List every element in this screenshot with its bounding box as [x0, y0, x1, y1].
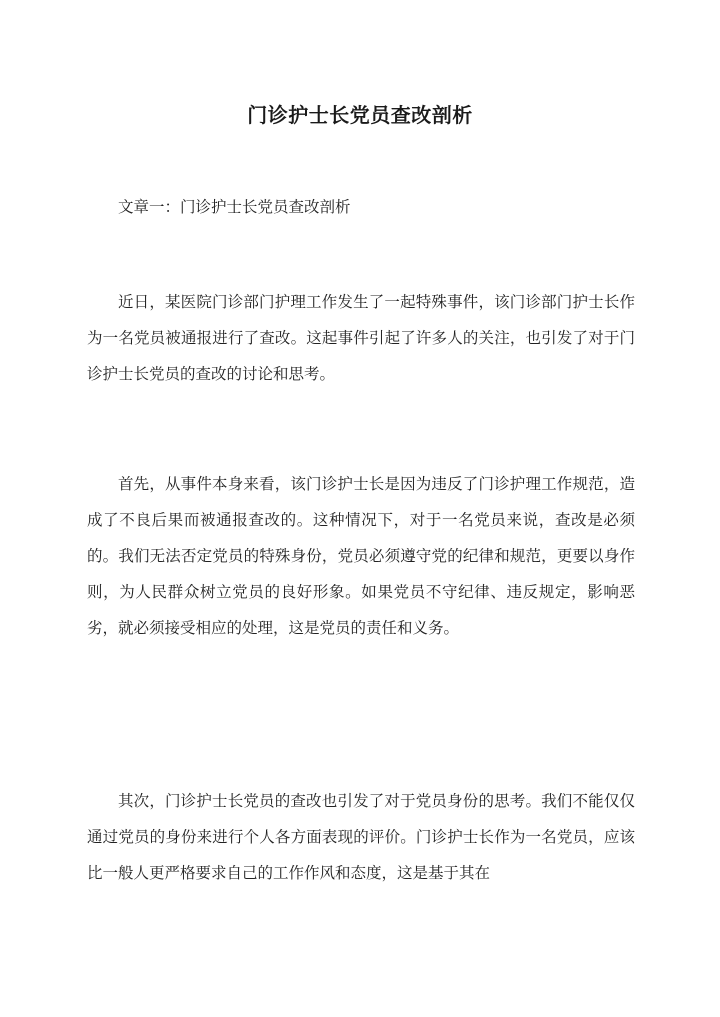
paragraph-3: 其次，门诊护士长党员的查改也引发了对于党员身份的思考。我们不能仅仅通过党员的身份来进行个人各方面表现的评价。门诊护士长作为一名党员，应该比一般人更严格要求自己的工作作风和态度，这是基于其在: [87, 792, 635, 882]
article-subtitle: 文章一：门诊护士长党员查改剖析: [118, 198, 351, 216]
document-title: 门诊护士长党员查改剖析: [247, 103, 473, 128]
paragraph-1: 近日，某医院门诊部门护理工作发生了一起特殊事件，该门诊部门护士长作为一名党员被通报进行了查改。这起事件引起了许多人的关注，也引发了对于门诊护士长党员的查改的讨论和思考。: [87, 293, 635, 383]
paragraph-2: 首先，从事件本身来看，该门诊护士长是因为违反了门诊护理工作规范，造成了不良后果而被通报查改的。这种情况下，对于一名党员来说，查改是必须的。我们无法否定党员的特殊身份，党员必须遵守党的纪律和规范，更要以身作则，为人民群众树立党员的良好形象。如果党员不守纪律、违反规定，影响恶劣，就必须接受相应的处理，这是党员的责任和义务。: [87, 475, 635, 637]
